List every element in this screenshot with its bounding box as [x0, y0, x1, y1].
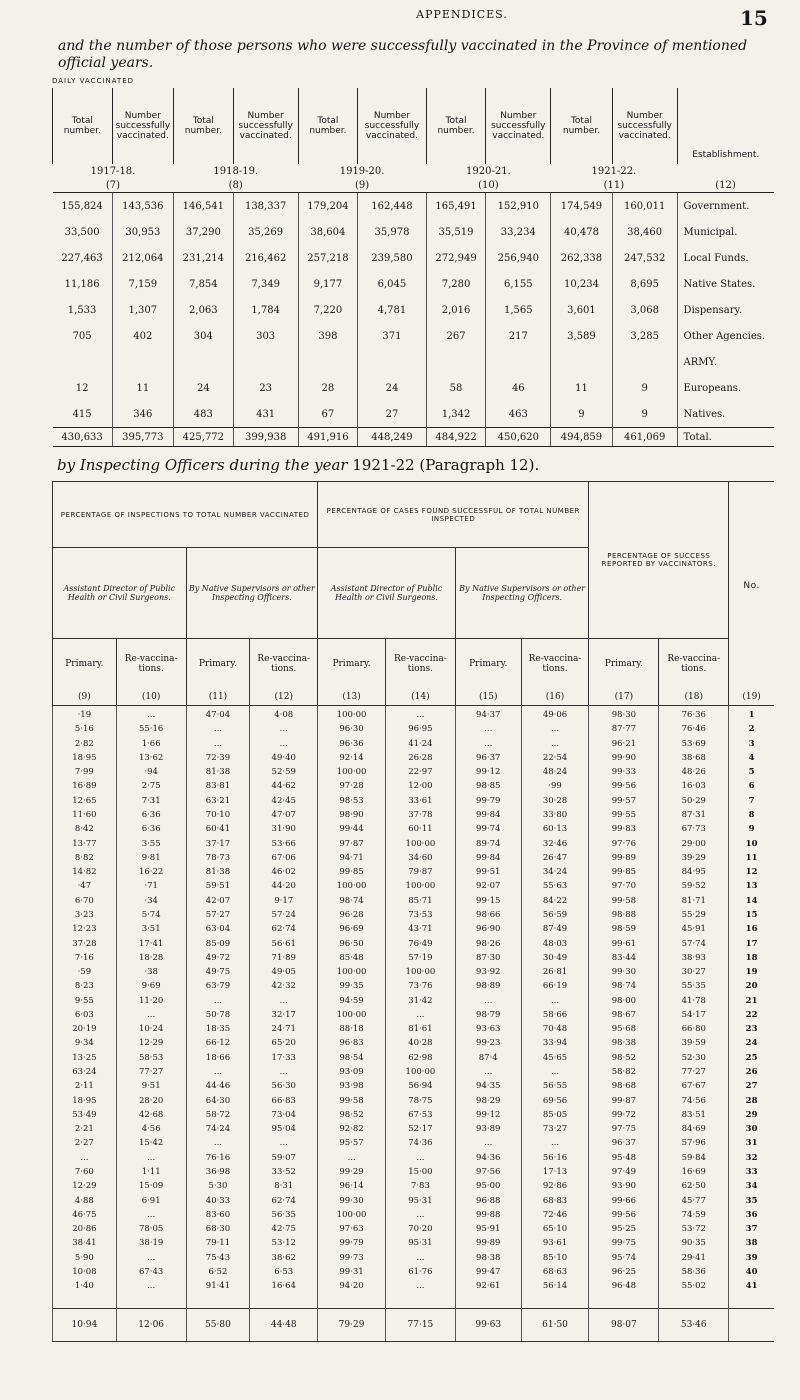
table2-total-row: [53, 1309, 775, 1342]
sub-header: By Native Supervisors or other Inspecting Officers.: [455, 548, 589, 639]
total-cell: 430,633: [53, 428, 113, 447]
table-cell: 37,290: [173, 219, 233, 245]
table-cell: 27: [358, 401, 426, 428]
data-row: [53, 706, 775, 1309]
column-number: (13): [318, 689, 386, 706]
column-number: (11): [551, 178, 677, 193]
year-label: 1919-20.: [339, 165, 385, 177]
column-number: (10): [426, 178, 551, 193]
table-cell: 212,064: [112, 245, 173, 271]
table-cell: 46: [486, 375, 551, 401]
column-number: (16): [521, 689, 589, 706]
column-label: Re-vaccina-tions.: [250, 639, 318, 690]
row-label: Native States.: [677, 271, 774, 297]
total-cell: 461,069: [612, 428, 677, 447]
column-number: (18): [659, 689, 729, 706]
column-label: Re-vaccina-tions.: [521, 639, 589, 690]
total-cell: 491,916: [298, 428, 358, 447]
column-number: (17): [589, 689, 659, 706]
column-number: (19): [729, 689, 774, 706]
table-cell: 8,695: [612, 271, 677, 297]
table-cell: 24: [358, 375, 426, 401]
total-cell: 79·29: [318, 1309, 386, 1342]
table-cell: 38,604: [298, 219, 358, 245]
total-cell: 12·06: [116, 1309, 186, 1342]
row-label: ARMY.: [677, 349, 774, 375]
table-cell: [173, 349, 233, 375]
table-cell: 143,536: [112, 193, 173, 220]
table-cell: [551, 349, 613, 375]
table-cell: 35,978: [358, 219, 426, 245]
table-cell: [612, 349, 677, 375]
table-cell: 11,186: [64, 278, 100, 290]
row-label: Other Agencies.: [677, 323, 774, 349]
data-column: 98·30 87·77 96·21 99·90 99·33 99·56 99·57 99·55 99·83 97·76 99·89 99·85 97·70 99·58 98·88 98·59 99·61 83·44 99·30 98·74 98·00 98·67 95·68 98·38 98·52 58·82 98·68 99·87 99·72 97·75 96·37 95·48 97·49 93·90 99·66 99·56 95·25 99·75 95·74 96·25 96·48: [589, 706, 659, 1309]
table-cell: 431: [233, 401, 298, 428]
table-cell: 155,824: [61, 200, 103, 212]
section-title-prefix: by Inspecting Officers during the year: [57, 456, 348, 474]
year-label: 1920-21.: [466, 165, 511, 177]
total-cell: 44·48: [250, 1309, 318, 1342]
table1-row: [53, 219, 775, 245]
total-cell: 53·46: [659, 1309, 729, 1342]
table-cell: 35,269: [233, 219, 298, 245]
table-cell: 38,460: [612, 219, 677, 245]
data-column: ... 55·16 1·66 13·62 ·94 2·75 7·31 6·36 6·36 3·55 9·81 16·22 ·71 ·34 5·74 3·51 17·41 18·28 ·38 9·69 11·20 ... 10·24 12·29 58·53 77·27 9·51 28·20 42·68 4·56 15·42 ... 1·11 15·09 6·91 ... 78·05 38·19 ... 67·43 ...: [116, 706, 186, 1309]
table-cell: 30,953: [112, 219, 173, 245]
data-column: ·19 5·16 2·82 18·95 7·99 16·89 12·65 11·60 8·42 13·77 8·82 14·82 ·47 6·70 3·23 12·23 37·28 7·16 ·59 8·23 9·55 6·03 20·19 9·34 13·25 63·24 2·11 18·95 53·49 2·21 2·27 ... 7·60 12·29 4·88 46·75 20·86 38·41 5·90 10·08 1·40: [53, 706, 117, 1309]
running-header: APPENDICES.: [416, 8, 508, 21]
total-cell: [729, 1309, 774, 1342]
table-cell: 3,285: [612, 323, 677, 349]
total-cell: 399,938: [233, 428, 298, 447]
table-cell: 9: [551, 401, 613, 428]
row-label: Natives.: [677, 401, 774, 428]
column-number: (8): [173, 178, 298, 193]
table-cell: 231,214: [173, 245, 233, 271]
table-cell: 247,532: [612, 245, 677, 271]
table-cell: 7,220: [298, 297, 358, 323]
table-cell: 402: [112, 323, 173, 349]
table-cell: 162,448: [358, 193, 426, 220]
table-cell: 705: [72, 330, 92, 342]
column-number-row: [53, 178, 775, 193]
table-cell: 23: [233, 375, 298, 401]
table-cell: 371: [358, 323, 426, 349]
table-cell: 2,063: [173, 297, 233, 323]
table1-header-row: [53, 88, 775, 164]
total-cell: 494,859: [551, 428, 613, 447]
table-cell: 217: [486, 323, 551, 349]
data-column: ... 96·95 41·24 26·28 22·97 12·00 33·61 37·78 60·11 100·00 34·60 79·87 100·00 85·71 73·53 43·71 76·49 57·19 100·00 73·76 31·42 ... 81·61 40·28 62·98 100·00 56·94 78·75 67·53 52·17 74·36 ... 15·00 7·83 95·31 ... 70·20 95·31 ... 61·76 ...: [385, 706, 455, 1309]
table-cell: 9: [612, 375, 677, 401]
data-column: 49·06 ... ... 22·54 48·24 ·99 30·28 33·80 60·13 32·46 26·47 34·24 55·63 84·22 56·59 87·49 48·03 30·49 26·81 66·19 ... 58·66 70·48 33·94 45·65 ... 56·55 69·56 85·05 73·27 ... 56·16 17·13 92·86 68·83 72·46 65·10 93·61 85·10 68·63 56·14: [521, 706, 589, 1309]
table1-row: [53, 401, 775, 428]
page-number: 15: [740, 6, 768, 30]
row-label: Government.: [677, 193, 774, 220]
table-cell: 67: [298, 401, 358, 428]
total-cell: 61·50: [521, 1309, 589, 1342]
year-row: [53, 164, 775, 178]
table-cell: 256,940: [486, 245, 551, 271]
table-cell: 304: [173, 323, 233, 349]
column-number: (7): [53, 178, 174, 193]
table-cell: 33,234: [486, 219, 551, 245]
table-cell: 9,177: [298, 271, 358, 297]
table-cell: 138,337: [233, 193, 298, 220]
table1-row: [53, 245, 775, 271]
section-title-suffix: 1921-22 (Paragraph 12).: [347, 456, 540, 474]
total-cell: 77·15: [385, 1309, 455, 1342]
table-cell: 262,338: [551, 245, 613, 271]
group-header: PERCENTAGE OF INSPECTIONS TO TOTAL NUMBER VACCINATED: [53, 482, 318, 548]
table-cell: 9: [612, 401, 677, 428]
table-cell: 3,601: [551, 297, 613, 323]
total-cell: 98·07: [589, 1309, 659, 1342]
table-cell: 346: [112, 401, 173, 428]
inspection-percentages-table: [52, 481, 774, 1342]
total-cell: 448,249: [358, 428, 426, 447]
vaccination-totals-table: [52, 88, 774, 447]
column-number: (15): [455, 689, 521, 706]
table-cell: 415: [72, 408, 92, 420]
col-header: Number successfully vaccinated.: [612, 88, 677, 164]
total-cell: 450,620: [486, 428, 551, 447]
table-cell: 6,045: [358, 271, 426, 297]
table-cell: 1,784: [233, 297, 298, 323]
column-number: (12): [250, 689, 318, 706]
data-column: 94·37 ... ... 96·37 99·12 98·85 99·79 99·84 99·74 89·74 99·84 99·51 92·07 99·15 98·66 96·90 98·26 87·30 93·92 98·89 ... 98·79 93·63 99·23 87·4 ... 94·35 98·29 99·12 93·89 ... 94·36 97·56 95·00 96·88 99·88 95·91 99·89 98·38 99·47 92·61: [455, 706, 521, 1309]
col-header: Total number.: [298, 88, 358, 164]
row-label: Local Funds.: [677, 245, 774, 271]
table-cell: 4,781: [358, 297, 426, 323]
table-cell: 7,159: [112, 271, 173, 297]
group-header: PERCENTAGE OF SUCCESS REPORTED BY VACCINATORS.: [589, 482, 729, 639]
column-number: (14): [385, 689, 455, 706]
column-number: (12): [677, 178, 774, 193]
group-header: PERCENTAGE OF CASES FOUND SUCCESSFUL OF TOTAL NUMBER INSPECTED: [318, 482, 589, 548]
year-label: 1921-22.: [591, 165, 637, 177]
table-cell: 7,349: [233, 271, 298, 297]
establishment-header: Establishment.: [677, 88, 774, 164]
table-cell: 160,011: [612, 193, 677, 220]
year-label: 1917-18.: [90, 165, 136, 177]
table-cell: 35,519: [426, 219, 486, 245]
table-cell: 3,068: [612, 297, 677, 323]
data-column: 76·36 76·46 53·69 38·68 48·26 16·03 50·29 87·31 67·73 29·00 39·29 84·95 59·52 81·71 55·29 45·91 57·74 38·93 30·27 55·35 41·78 54·17 66·80 39·59 52·30 77·27 67·67 74·56 83·51 84·69 57·96 59·84 16·69 62·50 45·77 74·59 53·72 90·35 29·41 58·36 55·02: [659, 706, 729, 1309]
data-column: 47·04 ... ... 72·39 81·38 83·81 63·21 70·10 60·41 37·17 78·73 81·38 59·51 42·07 57·27 63·04 85·09 49·72 49·75 63·79 ... 50·78 18·35 66·12 18·66 ... 44·46 64·30 58·72 74·24 ... 76·16 36·98 5·30 40·33 83·60 68·30 79·11 75·43 6·52 91·41: [186, 706, 250, 1309]
table1-row: [53, 193, 775, 220]
table-cell: 3,589: [551, 323, 613, 349]
table-cell: 33,500: [64, 226, 100, 238]
table-cell: 483: [173, 401, 233, 428]
table-cell: 58: [426, 375, 486, 401]
col-header: Total number.: [53, 88, 113, 164]
total-cell: 99·63: [455, 1309, 521, 1342]
table-cell: 7,280: [426, 271, 486, 297]
row-label: Europeans.: [677, 375, 774, 401]
column-number: (9): [53, 689, 117, 706]
column-label: Primary.: [318, 639, 386, 690]
table-cell: 7,854: [173, 271, 233, 297]
table-cell: 28: [298, 375, 358, 401]
table-cell: 146,541: [173, 193, 233, 220]
column-label: Primary.: [455, 639, 521, 690]
data-column: 100·00 96·30 96·36 92·14 100·00 97·28 98·53 98·90 99·44 97·87 94·71 99·85 100·00 98·74 96·28 96·69 96·50 85·48 100·00 99·35 94·59 100·00 88·18 96·83 98·54 93·09 93·98 99·58 98·52 92·82 95·57 ... 99·29 96·14 99·30 100·00 97·63 99·79 99·73 99·31 94·20: [318, 706, 386, 1309]
page-title: and the number of those persons who were successfully vaccinated in the Province of mentioned official years.: [58, 38, 748, 71]
table1-row: [53, 323, 775, 349]
column-label: Re-vaccina-tions.: [116, 639, 186, 690]
sub-header: By Native Supervisors or other Inspecting Officers.: [186, 548, 318, 639]
group-header-row: [53, 482, 775, 548]
table-cell: [53, 349, 113, 375]
column-number-row: [53, 689, 775, 706]
table-cell: 257,218: [298, 245, 358, 271]
table-cell: 40,478: [551, 219, 613, 245]
table-cell: 179,204: [298, 193, 358, 220]
table-cell: [358, 349, 426, 375]
table-cell: 10,234: [551, 271, 613, 297]
table-cell: 303: [233, 323, 298, 349]
total-cell: 484,922: [426, 428, 486, 447]
table-cell: 152,910: [486, 193, 551, 220]
section-label: DAILY VACCINATED: [52, 77, 135, 85]
table-cell: 165,491: [426, 193, 486, 220]
table-cell: 6,155: [486, 271, 551, 297]
col-header: Number successfully vaccinated.: [112, 88, 173, 164]
table1-row: [53, 349, 775, 375]
table1-row: [53, 271, 775, 297]
table-cell: [486, 349, 551, 375]
table-cell: 1,307: [112, 297, 173, 323]
sub-header: Assistant Director of Public Health or Civil Surgeons.: [53, 548, 187, 639]
table-cell: 12: [75, 382, 89, 394]
table-cell: [426, 349, 486, 375]
table-cell: 1,533: [67, 304, 97, 316]
col-header: Total number.: [551, 88, 613, 164]
total-cell: 10·94: [53, 1309, 117, 1342]
col-header: Total number.: [173, 88, 233, 164]
table1-row: [53, 375, 775, 401]
table-cell: 239,580: [358, 245, 426, 271]
table-cell: 2,016: [426, 297, 486, 323]
total-cell: 395,773: [112, 428, 173, 447]
table-cell: [112, 349, 173, 375]
col-header: Number successfully vaccinated.: [358, 88, 426, 164]
table-cell: 174,549: [551, 193, 613, 220]
col-header: Number successfully vaccinated.: [233, 88, 298, 164]
row-label: Municipal.: [677, 219, 774, 245]
year-label: 1918-19.: [213, 165, 259, 177]
column-number: (11): [186, 689, 250, 706]
total-label: Total.: [677, 428, 774, 447]
column-label: Re-vaccina-tions.: [385, 639, 455, 690]
table-cell: 227,463: [61, 252, 103, 264]
table-cell: 11: [112, 375, 173, 401]
table1-total-row: [53, 428, 775, 447]
table-cell: 216,462: [233, 245, 298, 271]
table-cell: [298, 349, 358, 375]
table-cell: 1,565: [486, 297, 551, 323]
column-label: Primary.: [589, 639, 659, 690]
table-cell: 24: [173, 375, 233, 401]
column-label: Primary.: [186, 639, 250, 690]
table-cell: 11: [551, 375, 613, 401]
table-cell: [233, 349, 298, 375]
table-cell: 272,949: [426, 245, 486, 271]
group-header-no: No.: [729, 482, 774, 690]
col-header: Number successfully vaccinated.: [486, 88, 551, 164]
table-cell: 1,342: [426, 401, 486, 428]
row-number-column: 1 2 3 4 5 6 7 8 9 10 11 12 13 14 15 16 17 18 19 20 21 22 23 24 25 26 27 28 29 30 31 32 33 34 35 36 37 38 39 40 41: [729, 706, 774, 1309]
data-column: 4·08 ... ... 49·40 52·59 44·62 42·45 47·07 31·90 53·66 67·06 46·02 44·20 9·17 57·24 62·74 56·61 71·89 49·05 42·32 ... 32·17 24·71 65·20 17·33 ... 56·30 66·83 73·04 95·04 ... 59·07 33·52 8·31 62·74 56·35 42·75 53·12 38·62 6·53 16·64: [250, 706, 318, 1309]
column-label: Primary.: [53, 639, 117, 690]
table-cell: 398: [298, 323, 358, 349]
total-cell: 425,772: [173, 428, 233, 447]
col-header: Total number.: [426, 88, 486, 164]
section-title: [57, 456, 539, 474]
column-number: (9): [298, 178, 426, 193]
column-label: Re-vaccina-tions.: [659, 639, 729, 690]
sub-header: Assistant Director of Public Health or Civil Surgeons.: [318, 548, 456, 639]
total-cell: 55·80: [186, 1309, 250, 1342]
table-cell: 267: [426, 323, 486, 349]
column-label-row: [53, 639, 775, 690]
row-label: Dispensary.: [677, 297, 774, 323]
table-cell: 463: [486, 401, 551, 428]
column-number: (10): [116, 689, 186, 706]
table1-row: [53, 297, 775, 323]
